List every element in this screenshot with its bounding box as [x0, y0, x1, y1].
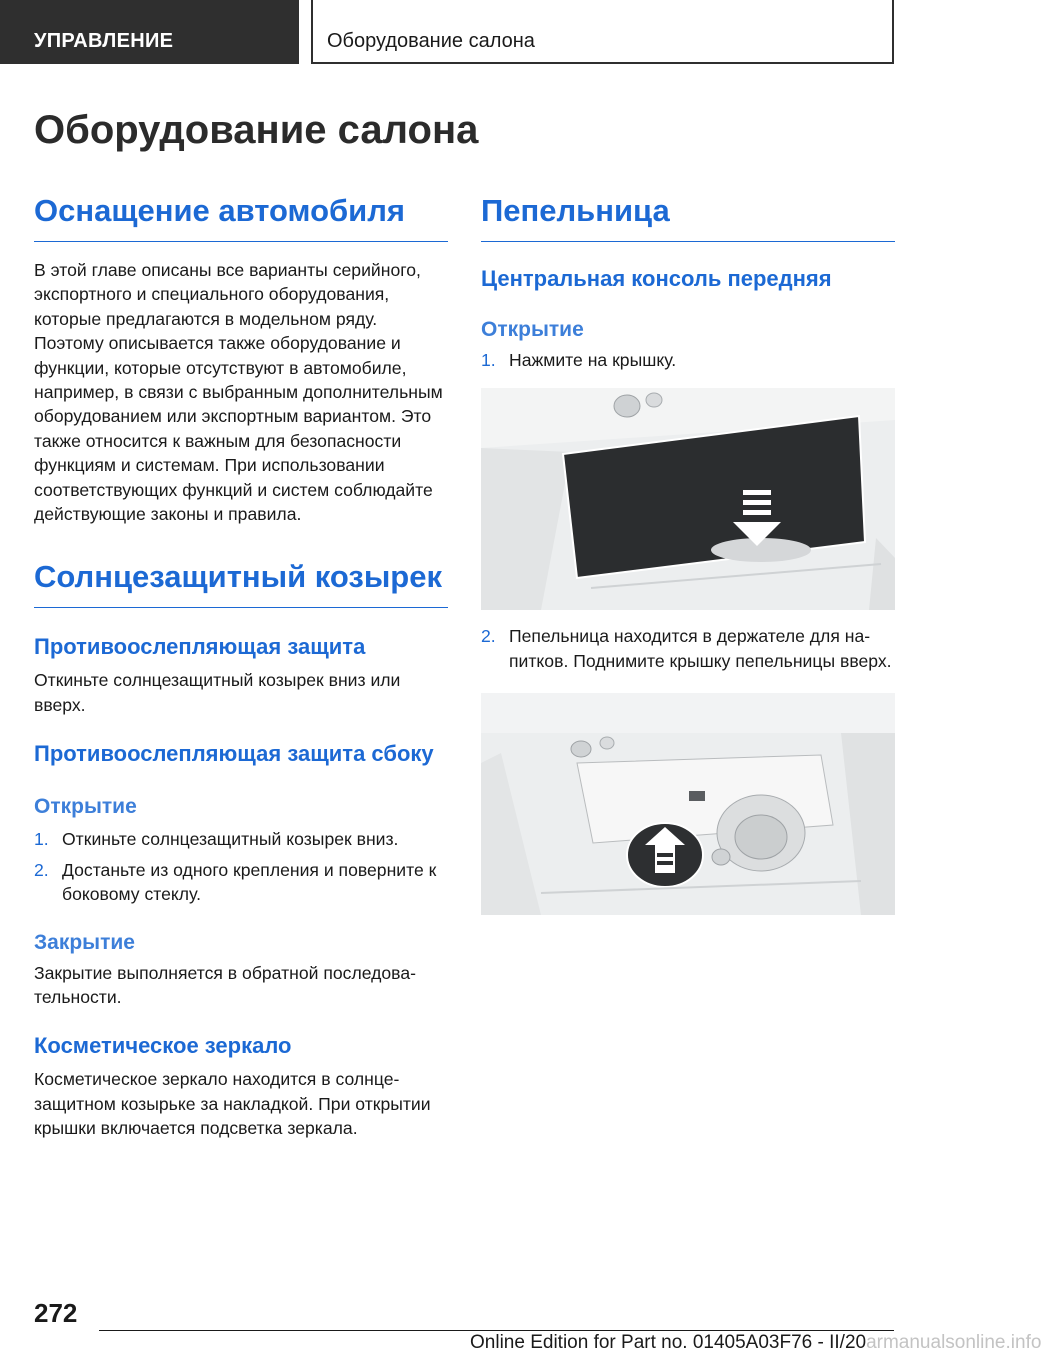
step-number: 2. [481, 626, 496, 647]
footer-site-watermark: armanualsonline.info [866, 1332, 1041, 1353]
footer-edition-text: Online Edition for Part no. 01405A03F76 - II/20 [470, 1332, 867, 1353]
glare-protection-text: Откиньте солнцезащитный козырек вниз или вверх. [34, 670, 401, 715]
step-text: Откиньте солнцезащитный козырек вниз. [62, 829, 399, 850]
step-number: 1. [481, 350, 496, 370]
list-item [34, 827, 448, 851]
list-item [481, 624, 895, 673]
sunvisor-heading: Солнцезащитный козырек [34, 556, 448, 608]
center-console-heading: Центральная консоль передняя [481, 266, 832, 291]
ashtray-steps-1 [481, 348, 895, 372]
step-number: 1. [34, 829, 49, 850]
page-title: Оборудование салона [34, 108, 479, 152]
right-column [481, 190, 895, 915]
cupholder-ashtray-image [481, 693, 895, 915]
footer-divider [99, 1330, 894, 1331]
lift-lid-illustration [481, 693, 895, 915]
ashtray-heading: Пепельница [481, 190, 895, 242]
console-cover-image [481, 388, 895, 610]
vanity-mirror-text: Косметическое зеркало находится в солнцезащитном козырьке за накладкой. При открытии крышки включается подсветка зеркала. [34, 1069, 431, 1139]
header-chapter-label: Оборудование салона [327, 30, 535, 52]
sunvisor-opening-steps [34, 827, 448, 906]
header-chapter-tab [311, 0, 894, 64]
vanity-mirror-heading: Косметическое зеркало [34, 1033, 292, 1059]
sunvisor-closing-heading: Закрытие [34, 930, 135, 954]
equipment-text: В этой главе описаны все варианты серийного, экспортного и специального оборудования, которые предлагаются в модельном ряду. Поэтому описывается также оборудование и функции, которые отсутствуют в автомобиле, например, в связи с выбранным дополнительным оборудованием или экспортным вариантом. Это также относится к важным для безопасности функциям и системам. При использовании соответствующих функций и систем соблюдайте действующие законы и правила. [34, 260, 443, 525]
glare-protection-heading: Противоослепляющая защита [34, 634, 366, 660]
step-text: Достаньте из одного крепления и поверните к боковому стеклу. [62, 859, 437, 905]
list-item [481, 348, 895, 372]
ashtray-opening-heading: Открытие [481, 318, 584, 341]
footer-edition [470, 1332, 1041, 1354]
step-text: Нажмите на крышку. [509, 350, 677, 370]
list-item [34, 858, 448, 907]
sunvisor-opening-heading: Открытие [34, 795, 137, 819]
left-column [34, 190, 448, 1141]
header-section-label: УПРАВЛЕНИЕ [34, 30, 174, 52]
header-section-tab [0, 0, 299, 64]
equipment-heading: Оснащение автомобиля [34, 190, 448, 242]
ashtray-steps-2 [481, 624, 895, 673]
side-glare-protection-heading: Противоослепляющая защита сбоку [34, 741, 434, 767]
sunvisor-closing-text: Закрытие выполняется в обратной последовательности. [34, 962, 416, 1007]
step-number: 2. [34, 859, 49, 880]
page-number: 272 [34, 1298, 78, 1328]
press-cover-illustration [481, 388, 895, 610]
step-text: Пепельница находится в держателе для напитков. Поднимите крышку пепельницы вверх. [509, 626, 892, 671]
